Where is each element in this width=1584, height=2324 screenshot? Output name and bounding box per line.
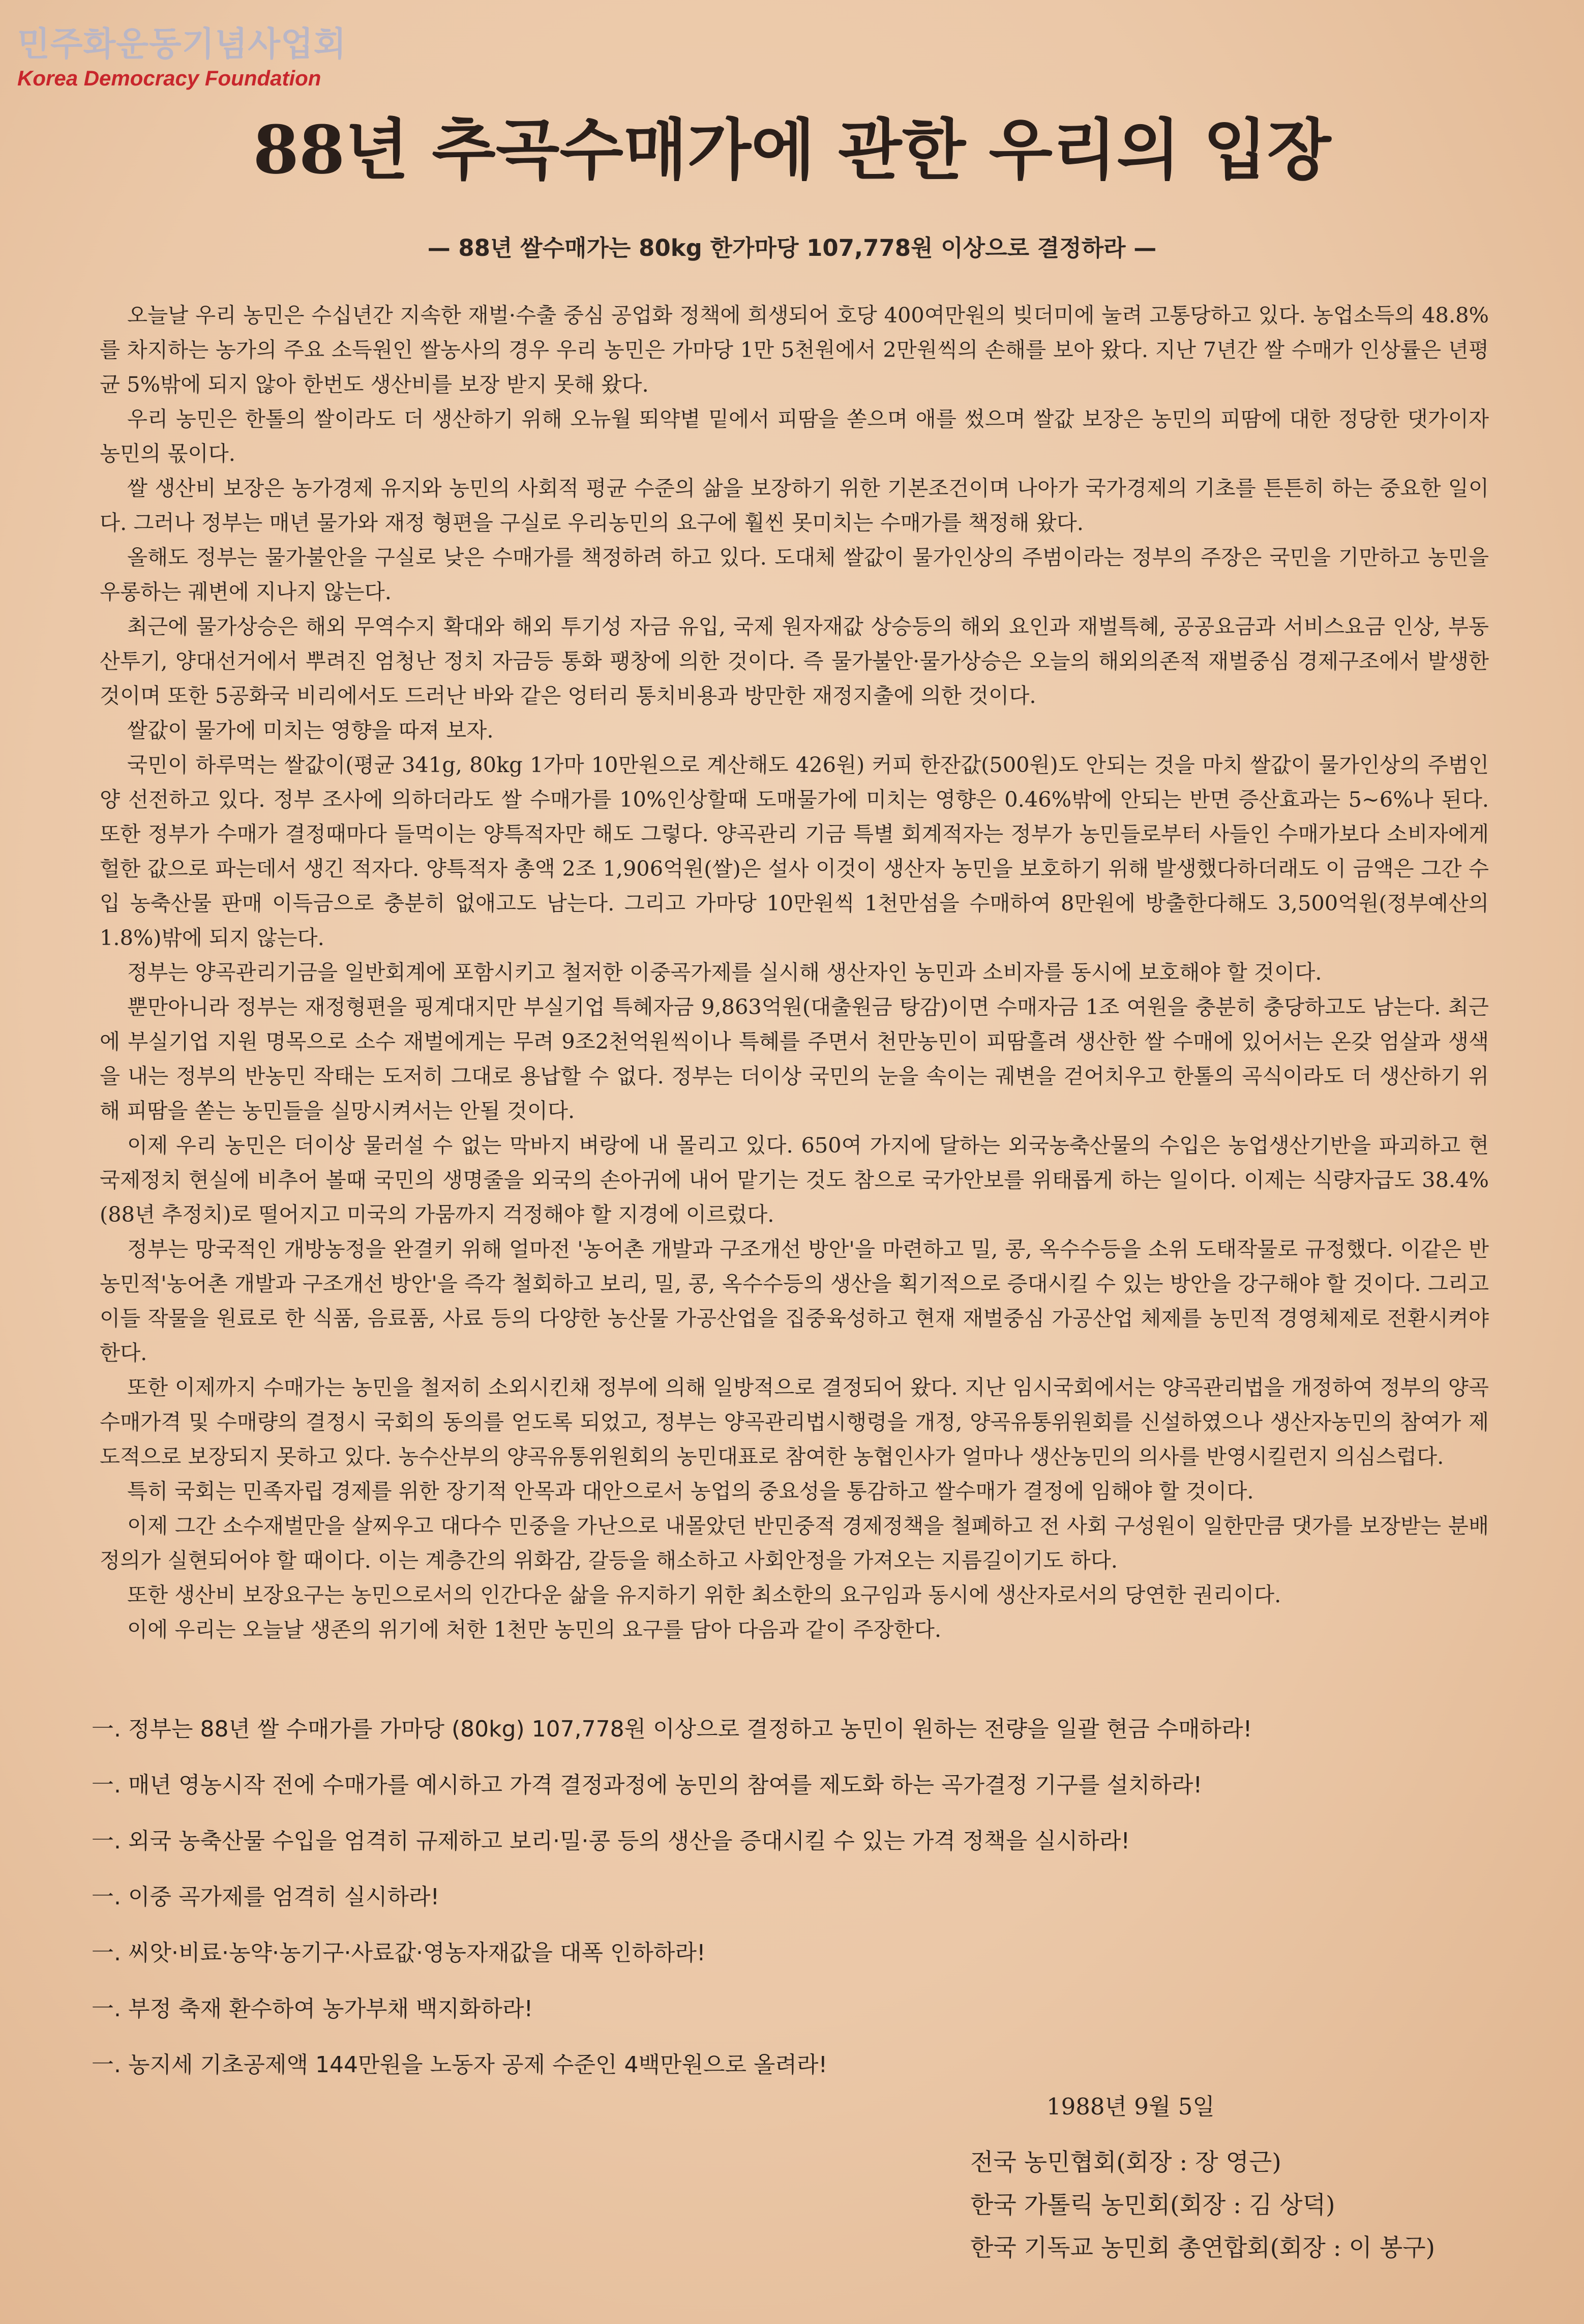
logo-korean-text: 민주화운동기념사업회 — [17, 24, 347, 64]
body-paragraph: 우리 농민은 한톨의 쌀이라도 더 생산하기 위해 오뉴월 뙤약볕 밑에서 피땀을 쏟으며 애를 썼으며 쌀값 보장은 농민의 피땀에 대한 정당한 댓가이자 농민의 몫이다. — [100, 406, 1489, 466]
demand-item: 一. 매년 영농시작 전에 수매가를 예시하고 가격 결정과정에 농민의 참여를 제도화 하는 곡가결정 기구를 설치하라! — [92, 1772, 1203, 1798]
foundation-logo — [17, 24, 347, 92]
body-paragraph: 또한 생산비 보장요구는 농민으로서의 인간다운 삶을 유지하기 위한 최소한의 요구임과 동시에 생산자로서의 당연한 권리이다. — [127, 1582, 1281, 1607]
signer-line: 한국 기독교 농민회 총연합회(회장 : 이 봉구) — [970, 2234, 1435, 2262]
document-date: 1988년 9월 5일 — [1047, 2093, 1215, 2120]
body-paragraph: 정부는 망국적인 개방농정을 완결키 위해 얼마전 '농어촌 개발과 구조개선 방안'을 마련하고 밀, 콩, 옥수수등을 소위 도태작물로 규정했다. 이같은 반농민적'농어촌 개발과 구조개선 방안'을 즉각 철회하고 보리, 밀, 콩, 옥수수등의 생산을 획기적으로 증대시킬 수 있는 방안을 강구해야 할 것이다. 그리고 이들 작물을 원료로 한 식품, 음료품, 사료 등의 다양한 농산물 가공산업을 집중육성하고 현재 재벌중심 가공산업 체제를 농민적 경영체제로 전환시켜야 한다. — [100, 1237, 1489, 1365]
body-paragraph: 최근에 물가상승은 해외 무역수지 확대와 해외 투기성 자금 유입, 국제 원자재값 상승등의 해외 요인과 재벌특혜, 공공요금과 서비스요금 인상, 부동산투기, 양대선거에서 뿌려진 엄청난 정치 자금등 통화 팽창에 의한 것이다. 즉 물가불안·물가상승은 오늘의 해외의존적 재벌중심 경제구조에서 발생한 것이며 또한 5공화국 비리에서도 드러난 바와 같은 엉터리 통치비용과 방만한 재정지출에 의한 것이다. — [100, 614, 1489, 708]
signers-block — [970, 2141, 1435, 2270]
body-paragraph: 특히 국회는 민족자립 경제를 위한 장기적 안목과 대안으로서 농업의 중요성을 통감하고 쌀수매가 결정에 임해야 할 것이다. — [127, 1479, 1254, 1504]
document-body — [100, 298, 1489, 1647]
document-subtitle: — 88년 쌀수매가는 80kg 한가마당 107,778원 이상으로 결정하라 — — [427, 234, 1157, 261]
body-paragraph: 이에 우리는 오늘날 생존의 위기에 처한 1천만 농민의 요구를 담아 다음과 같이 주장한다. — [127, 1617, 942, 1642]
document-title: 88년 추곡수매가에 관한 우리의 입장 — [253, 111, 1331, 189]
body-paragraph: 이제 우리 농민은 더이상 물러설 수 없는 막바지 벼랑에 내 몰리고 있다. 650여 가지에 달하는 외국농축산물의 수입은 농업생산기반을 파괴하고 현 국제정치 현실에 비추어 볼때 국민의 생명줄을 외국의 손아귀에 내어 맡기는 것도 참으로 국가안보를 위태롭게 하는 일이다. 이제는 식량자급도 38.4%(88년 추정치)로 떨어지고 미국의 가뭄까지 걱정해야 할 지경에 이르렀다. — [100, 1133, 1489, 1227]
demand-item: 一. 정부는 88년 쌀 수매가를 가마당 (80kg) 107,778원 이상으로 결정하고 농민이 원하는 전량을 일괄 현금 수매하라! — [92, 1716, 1252, 1742]
body-paragraph: 쌀값이 물가에 미치는 영향을 따져 보자. — [127, 718, 494, 743]
demand-item: 一. 이중 곡가제를 엄격히 실시하라! — [92, 1884, 440, 1910]
demands-list — [92, 1714, 1495, 2106]
body-paragraph: 또한 이제까지 수매가는 농민을 철저히 소외시킨채 정부에 의해 일방적으로 결정되어 왔다. 지난 임시국회에서는 양곡관리법을 개정하여 정부의 양곡수매가격 및 수매량의 결정시 국회의 동의를 얻도록 되었고, 정부는 양곡관리법시행령을 개정, 양곡유통위원회를 신설하였으나 생산자농민의 참여가 제도적으로 보장되지 못하고 있다. 농수산부의 양곡유통위원회의 농민대표로 참여한 농협인사가 얼마나 생산농민의 의사를 반영시킬런지 의심스럽다. — [100, 1375, 1489, 1469]
logo-english-text: Korea Democracy Foundation — [17, 66, 321, 90]
body-paragraph: 쌀 생산비 보장은 농가경제 유지와 농민의 사회적 평균 수준의 삶을 보장하기 위한 기본조건이며 나아가 국가경제의 기초를 튼튼히 하는 중요한 일이다. 그러나 정부는 매년 물가와 재정 형편을 구실로 우리농민의 요구에 훨씬 못미치는 수매가를 책정해 왔다. — [100, 476, 1489, 535]
body-paragraph: 뿐만아니라 정부는 재정형편을 핑계대지만 부실기업 특혜자금 9,863억원(대출원금 탕감)이면 수매자금 1조 여원을 충분히 충당하고도 남는다. 최근에 부실기업 지원 명목으로 소수 재벌에게는 무려 9조2천억원씩이나 특혜를 주면서 천만농민이 피땀흘려 생산한 쌀 수매에 있어서는 온갖 엄살과 생색을 내는 정부의 반농민 작태는 도저히 그대로 용납할 수 없다. 정부는 더이상 국민의 눈을 속이는 궤변을 걷어치우고 한톨의 곡식이라도 더 생산하기 위해 피땀을 쏟는 농민들을 실망시켜서는 안될 것이다. — [100, 994, 1489, 1123]
body-paragraph: 오늘날 우리 농민은 수십년간 지속한 재벌·수출 중심 공업화 정책에 희생되어 호당 400여만원의 빚더미에 눌려 고통당하고 있다. 농업소득의 48.8%를 차지하는 농가의 주요 소득원인 쌀농사의 경우 우리 농민은 가마당 1만 5천원에서 2만원씩의 손해를 보아 왔다. 지난 7년간 쌀 수매가 인상률은 년평균 5%밖에 되지 않아 한번도 생산비를 보장 받지 못해 왔다. — [100, 303, 1489, 397]
signer-line: 전국 농민협회(회장 : 장 영근) — [970, 2149, 1281, 2176]
body-paragraph: 이제 그간 소수재벌만을 살찌우고 대다수 민중을 가난으로 내몰았던 반민중적 경제정책을 철폐하고 전 사회 구성원이 일한만큼 댓가를 보장받는 분배 정의가 실현되어야 할 때이다. 이는 계층간의 위화감, 갈등을 해소하고 사회안정을 가져오는 지름길이기도 하다. — [100, 1513, 1489, 1573]
demand-item: 一. 씨앗·비료·농약·농기구·사료값·영농자재값을 대폭 인하하라! — [92, 1940, 706, 1966]
body-paragraph: 정부는 양곡관리기금을 일반회계에 포함시키고 철저한 이중곡가제를 실시해 생산자인 농민과 소비자를 동시에 보호해야 할 것이다. — [127, 960, 1322, 985]
demand-item: 一. 농지세 기초공제액 144만원을 노동자 공제 수준인 4백만원으로 올려라! — [92, 2052, 828, 2078]
demand-item: 一. 외국 농축산물 수입을 엄격히 규제하고 보리·밀·콩 등의 생산을 증대시킬 수 있는 가격 정책을 실시하라! — [92, 1828, 1130, 1854]
demand-item: 一. 부정 축재 환수하여 농가부채 백지화하라! — [92, 1996, 533, 2022]
body-paragraph: 올해도 정부는 물가불안을 구실로 낮은 수매가를 책정하려 하고 있다. 도대체 쌀값이 물가인상의 주범이라는 정부의 주장은 국민을 기만하고 농민을 우롱하는 궤변에 지나지 않는다. — [100, 545, 1489, 604]
body-paragraph: 국민이 하루먹는 쌀값이(평균 341g, 80kg 1가마 10만원으로 계산해도 426원) 커피 한잔값(500원)도 안되는 것을 마치 쌀값이 물가인상의 주범인양 선전하고 있다. 정부 조사에 의하더라도 쌀 수매가를 10%인상할때 도매물가에 미치는 영향은 0.46%밖에 안되는 반면 증산효과는 5~6%나 된다. 또한 정부가 수매가 결정때마다 들먹이는 양특적자만 해도 그렇다. 양곡관리 기금 특별 회계적자는 정부가 농민들로부터 사들인 수매가보다 소비자에게 헐한 값으로 파는데서 생긴 적자다. 양특적자 총액 2조 1,906억원(쌀)은 설사 이것이 생산자 농민을 보호하기 위해 발생했다하더래도 이 금액은 그간 수입 농축산물 판매 이득금으로 충분히 없애고도 남는다. 그리고 가마당 10만원씩 1천만섬을 수매하여 8만원에 방출한다해도 3,500억원(정부예산의 1.8%)밖에 되지 않는다. — [100, 752, 1489, 950]
signer-line: 한국 가톨릭 농민회(회장 : 김 상덕) — [970, 2191, 1335, 2219]
